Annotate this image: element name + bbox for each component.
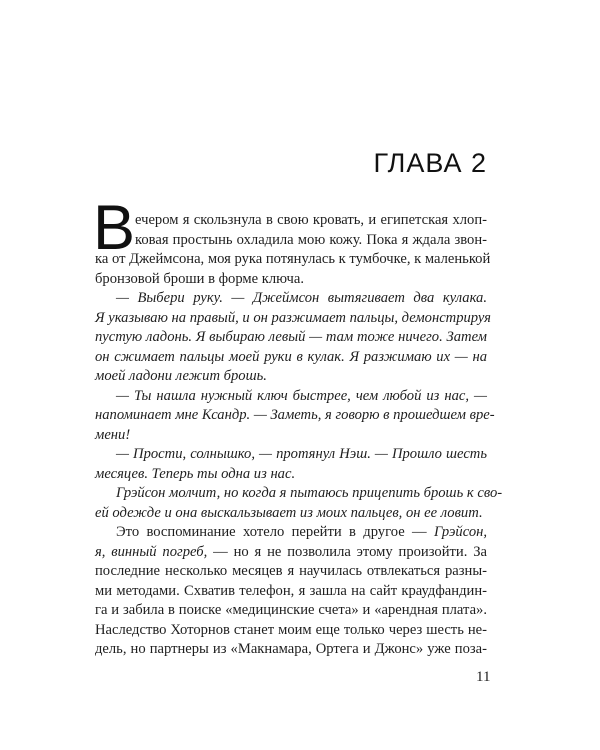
text-line <box>95 250 491 270</box>
text-line <box>95 601 487 621</box>
text-span: Это воспоминание хотело перейти в другое — <box>116 524 434 540</box>
text-line <box>95 445 487 465</box>
text-span: бронзовой броши в форме ключа. <box>95 270 304 287</box>
text-line <box>95 504 487 524</box>
italic-text: он сжимает пальцы моей руки в кулак. Я разжимаю их — на <box>95 348 487 365</box>
italic-text: мени! <box>95 426 131 443</box>
text-line <box>95 582 487 602</box>
text-line <box>95 406 495 426</box>
text-line <box>95 543 487 563</box>
text-line <box>135 211 487 231</box>
italic-text: — Выбери руку. — Джеймсон вытягивает два кулака. <box>116 290 487 306</box>
italic-text: Я указываю на правый, и он разжимает пальцы, демонстрируя <box>95 309 491 326</box>
text-span: дель, но партнеры из «Макнамара, Ортега и Джонс» уже поза- <box>95 641 487 657</box>
text-line <box>95 562 487 582</box>
italic-text: — Ты нашла нужный ключ быстрее, чем любой из нас, — <box>116 387 487 404</box>
text-line <box>95 309 491 329</box>
italic-text: пустую ладонь. Я выбираю левый — там тоже ничего. Затем <box>95 329 487 345</box>
chapter-title: ГЛАВА 2 <box>373 148 487 178</box>
italic-text: напоминает мне Ксандр. — Заметь, я говорю в прошедшем вре- <box>95 407 495 423</box>
italic-text: Грэйсон молчит, но когда я пытаюсь прицепить брошь к сво- <box>116 485 503 501</box>
text-line <box>95 523 487 543</box>
text-line <box>95 328 487 348</box>
text-line <box>135 231 487 251</box>
text-line <box>95 426 487 446</box>
text-span: ми методами. Схватив телефон, я зашла на сайт краудфандин- <box>95 582 487 599</box>
text-line <box>95 348 487 368</box>
text-span: ка от Джеймсона, моя рука потянулась к тумбочке, к маленькой <box>95 251 491 267</box>
text-line <box>95 367 487 387</box>
italic-text: — Прости, солнышко, — протянул Нэш. — Прошло шесть <box>116 446 487 462</box>
text-line <box>95 621 487 641</box>
italic-text: Грэйсон, <box>433 524 487 540</box>
text-span: га и забила в поиске «медицинские счета» и «арендная плата». <box>95 602 487 618</box>
drop-cap: В <box>93 193 136 263</box>
text-span: ечером я скользнула в свою кровать, и египетская хлоп- <box>135 212 487 228</box>
text-line <box>95 387 487 407</box>
italic-text: месяцев. Теперь ты одна из нас. <box>95 465 296 482</box>
text-span: Наследство Хоторнов станет моим еще только через шесть не- <box>95 621 487 638</box>
text-line <box>95 484 503 504</box>
text-span: ковая простынь охладила мою кожу. Пока я ждала звон- <box>135 231 487 248</box>
text-line <box>95 289 487 309</box>
body-text <box>95 211 503 660</box>
italic-text: моей ладони лежит брошь. <box>95 368 267 384</box>
italic-text: ей одежде и она выскальзывает из моих пальцев, он ее ловит. <box>95 504 483 521</box>
text-span: — но я не позволила этому произойти. За <box>207 543 487 560</box>
italic-text: я, винный погреб, <box>95 543 208 560</box>
text-line <box>95 640 487 660</box>
text-line <box>95 465 487 485</box>
text-span: последние несколько месяцев я научилась отвлекаться разны- <box>95 563 487 579</box>
text-line <box>95 270 487 290</box>
page-number: 11 <box>476 669 491 685</box>
